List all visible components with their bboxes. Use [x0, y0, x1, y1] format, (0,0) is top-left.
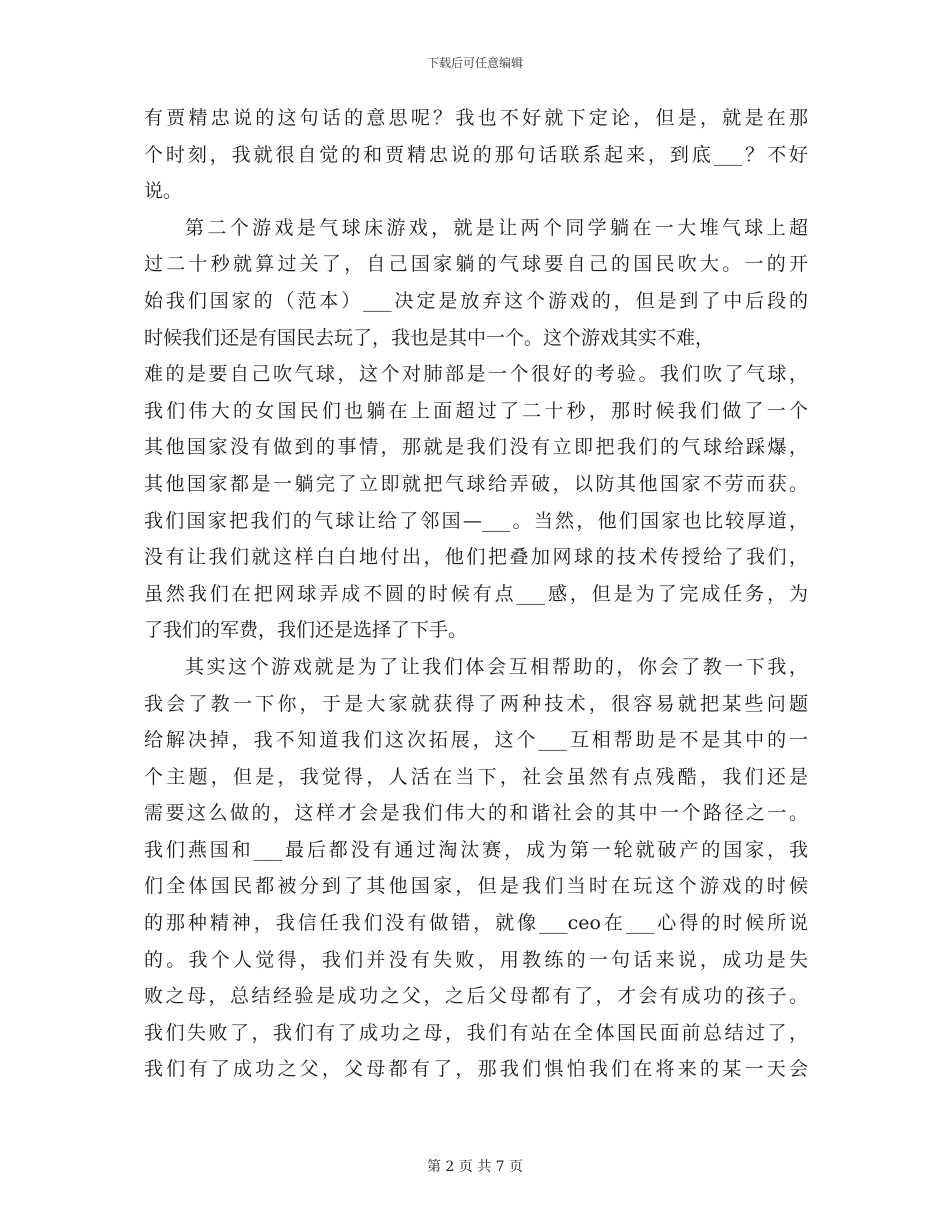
text-line: 败之母，总结经验是成功之父，之后父母都有了，才会有成功的孩子。: [144, 985, 808, 1008]
text-line: 虽然我们在把网球弄成不圆的时候有点___感，但是为了完成任务，为: [144, 582, 808, 605]
page-header: [0, 54, 950, 71]
text-line: 时候我们还是有国民去玩了，我也是其中一个。这个游戏其实不难，: [144, 326, 715, 349]
text-line: 没有让我们就这样白白地付出，他们把叠加网球的技术传授给了我们，: [144, 546, 808, 569]
text-line: 说。: [144, 180, 183, 203]
text-line: 我们伟大的女国民们也躺在上面超过了二十秒，那时候我们做了一个: [144, 399, 808, 422]
text-line: 需要这么做的，这样才会是我们伟大的和谐社会的其中一个路径之一。: [144, 802, 808, 825]
text-line: 们全体国民都被分到了其他国家，但是我们当时在玩这个游戏的时候: [144, 875, 808, 898]
text-line: 的。我个人觉得，我们并没有失败，用教练的一句话来说，成功是失: [144, 948, 808, 971]
text-line: 我们国家把我们的气球让给了邻国—___。当然，他们国家也比较厚道，: [144, 509, 808, 532]
text-line: 的那种精神，我信任我们没有做错，就像___ceo在___心得的时候所说: [144, 912, 808, 935]
text-line: 其他国家都是一躺完了立即就把气球给弄破，以防其他国家不劳而获。: [144, 472, 808, 495]
text-line: 其他国家没有做到的事情，那就是我们没有立即把我们的气球给踩爆，: [144, 436, 808, 459]
text-line: 个主题，但是，我觉得，人活在当下，社会虽然有点残酷，我们还是: [144, 765, 808, 788]
text-line: 我们燕国和___最后都没有通过淘汰赛，成为第一轮就破产的国家，我: [144, 838, 808, 861]
text-line: 个时刻，我就很自觉的和贾精忠说的那句话联系起来，到底___？不好: [144, 143, 808, 166]
paragraph-start-line: 第二个游戏是气球床游戏，就是让两个同学躺在一大堆气球上超: [185, 216, 808, 239]
page-footer: [0, 1156, 950, 1176]
text-line: 我们有了成功之父，父母都有了，那我们惧怕我们在将来的某一天会: [144, 1058, 808, 1081]
text-line: 难的是要自己吹气球，这个对肺部是一个很好的考验。我们吹了气球，: [144, 363, 808, 386]
text-line: 过二十秒就算过关了，自己国家躺的气球要自己的国民吹大。一的开: [144, 253, 808, 276]
text-line: 有贾精忠说的这句话的意思呢？我也不好就下定论，但是，就是在那: [144, 107, 808, 129]
text-line: 我会了教一下你，于是大家就获得了两种技术，很容易就把某些问题: [144, 692, 808, 715]
page-number: 第 2 页 共 7 页: [426, 1159, 524, 1175]
text-line: 了我们的军费，我们还是选择了下手。: [144, 619, 468, 642]
text-line: 我们失败了，我们有了成功之母，我们有站在全体国民面前总结过了，: [144, 1021, 808, 1044]
text-line: 始我们国家的（范本）___决定是放弃这个游戏的，但是到了中后段的: [144, 289, 808, 312]
text-line: 给解决掉，我不知道我们这次拓展，这个___互相帮助是不是其中的一: [144, 729, 808, 752]
paragraph-start-line: 其实这个游戏就是为了让我们体会互相帮助的，你会了教一下我，: [185, 655, 808, 678]
document-body: [144, 100, 808, 1088]
header-text: 下载后可任意编辑: [426, 56, 523, 70]
